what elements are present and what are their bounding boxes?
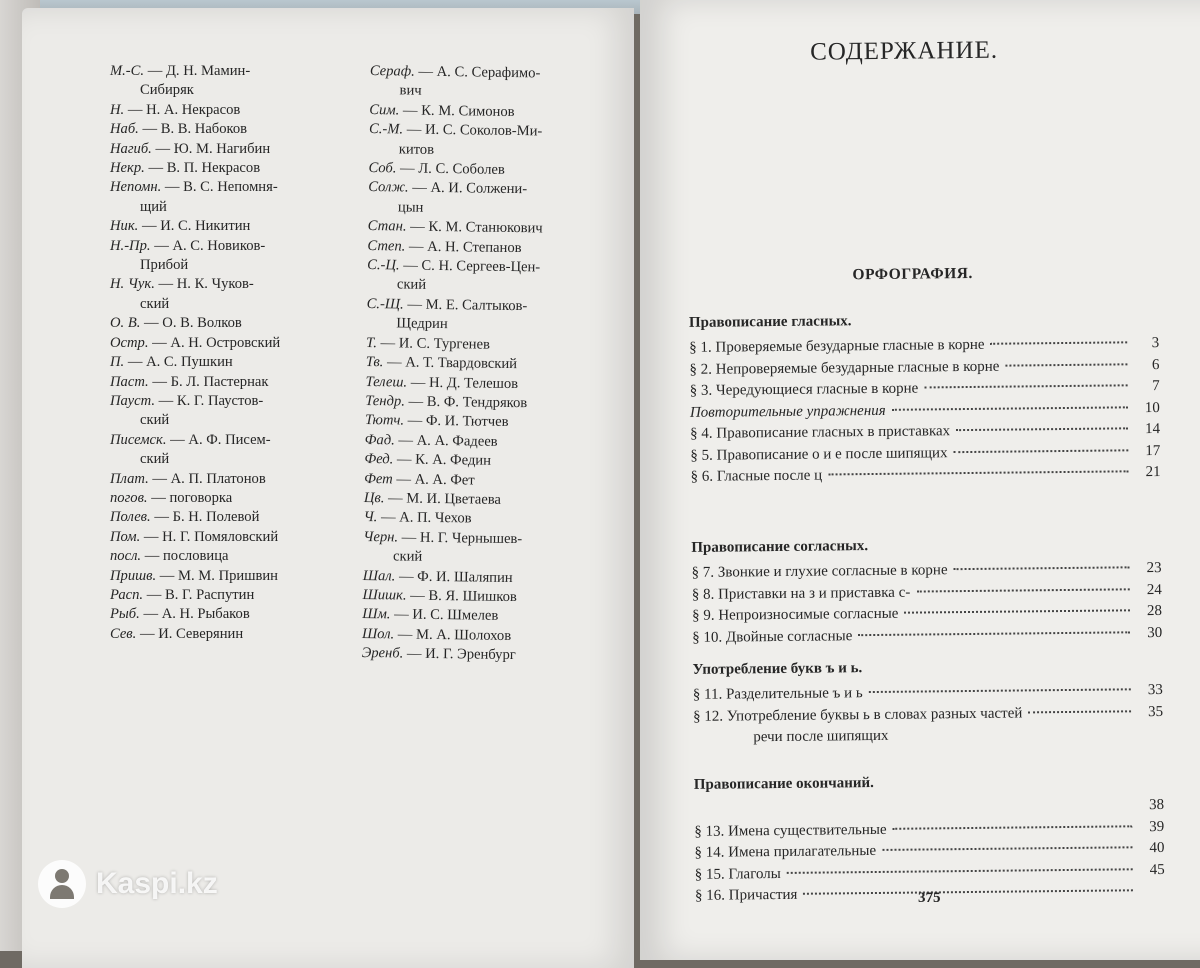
abbreviation: Рыб. xyxy=(110,606,140,622)
abbreviation-expansion: — М. Е. Салтыков- xyxy=(404,296,528,314)
abbreviation-expansion: — А. Н. Степанов xyxy=(405,238,521,256)
abbreviation-continuation-text: ский xyxy=(367,276,426,293)
toc-leader-dots xyxy=(828,470,1128,475)
abbreviation-expansion: — А. П. Чехов xyxy=(377,509,471,526)
abbreviation-expansion: — Д. Н. Мамин- xyxy=(144,63,250,79)
toc-page-number: 23 xyxy=(1135,558,1161,580)
abbreviation-expansion: — В. В. Набоков xyxy=(139,121,247,137)
abbreviation: Сераф. xyxy=(370,63,415,80)
abbreviation-continuation-text: ский xyxy=(363,548,422,565)
toc-title: СОДЕРЖАНИЕ. xyxy=(810,37,998,67)
abbreviation: Ник. xyxy=(110,218,138,234)
section-heading: Правописание согласных. xyxy=(691,535,1161,557)
abbreviation-continuation-text: ский xyxy=(110,412,169,428)
toc-page-number: 14 xyxy=(1134,419,1160,441)
toc-page-number: 40 xyxy=(1138,838,1164,860)
abbreviation-continuation-text: ский xyxy=(110,451,169,467)
abbreviation-entry xyxy=(110,528,355,547)
abbreviation-continuation-text: китов xyxy=(369,141,434,158)
abbreviation-expansion: — В. П. Некрасов xyxy=(145,160,260,176)
abbreviation: Некр. xyxy=(110,160,145,176)
abbreviation-expansion: — А. С. Новиков- xyxy=(151,238,266,254)
abbreviation-expansion: — А. П. Платонов xyxy=(149,471,266,487)
abbreviation: П. xyxy=(110,354,124,370)
abbreviation-expansion: — С. Н. Сергеев-Цен- xyxy=(399,257,540,275)
abbreviation: Степ. xyxy=(367,238,405,255)
abbreviation: Ч. xyxy=(364,509,378,525)
abbreviation-expansion: — А. Т. Твардовский xyxy=(383,354,517,372)
abbreviation-continuation-text: Прибой xyxy=(110,257,188,273)
abbreviation-expansion: — К. М. Симонов xyxy=(399,102,514,120)
abbreviation-expansion: — пословица xyxy=(141,548,228,564)
abbreviation-entry xyxy=(110,178,355,197)
abbreviation-expansion: — В. Ф. Тендряков xyxy=(405,393,528,411)
abbreviation-entry xyxy=(110,353,355,372)
toc-entry-text: § 5. Правописание о и е после шипящих xyxy=(690,443,947,467)
abbreviation: Тендр. xyxy=(365,393,405,410)
abbreviation-entry xyxy=(110,431,355,450)
abbreviation: Расп. xyxy=(110,587,143,603)
abbreviation-entry xyxy=(362,644,602,667)
abbreviation-entry xyxy=(110,314,355,333)
abbreviation: Полев. xyxy=(110,509,151,525)
abbreviation-entry xyxy=(110,567,355,586)
toc-entry-text: речи после шипящих xyxy=(693,726,888,750)
abbreviation-continuation xyxy=(110,295,355,314)
toc-entry-text: § 2. Непроверяемые безударные гласные в корне xyxy=(689,356,999,381)
toc-leader-dots xyxy=(803,889,1133,894)
abbreviation: С.-Щ. xyxy=(367,296,404,313)
abbreviation-expansion: — В. Я. Шишков xyxy=(406,588,516,606)
abbreviation: посл. xyxy=(110,548,141,564)
toc-leader-dots xyxy=(956,427,1128,431)
abbreviation-entry xyxy=(364,450,604,473)
abbreviation: Н. Чук. xyxy=(110,276,155,292)
abbreviations-column-b xyxy=(362,62,610,667)
abbreviation-continuation xyxy=(110,256,355,275)
abbreviation-expansion: — А. А. Фадеев xyxy=(395,432,498,449)
toc-page-number: 45 xyxy=(1139,859,1165,881)
abbreviation-expansion: — Н. Г. Чернышев- xyxy=(398,529,522,547)
abbreviation: Цв. xyxy=(364,490,385,506)
toc-entry-text: § 4. Правописание гласных в приставках xyxy=(690,421,950,445)
abbreviation: Соб. xyxy=(368,160,396,176)
toc-section xyxy=(691,535,1162,649)
toc-leader-dots xyxy=(893,825,1133,830)
abbreviation-expansion: — М. И. Цветаева xyxy=(384,490,501,508)
abbreviation-expansion: — Ю. М. Нагибин xyxy=(152,141,270,157)
abbreviations-column-a xyxy=(110,62,355,644)
abbreviation-expansion: — И. Г. Эренбург xyxy=(403,646,516,664)
abbreviation-entry xyxy=(110,392,355,411)
abbreviation-entry xyxy=(110,140,355,159)
toc-entry-text: § 8. Приставки на з и приставка с- xyxy=(692,582,911,606)
abbreviation: Телеш. xyxy=(365,373,407,390)
abbreviation-expansion: — Ф. И. Тютчев xyxy=(404,413,509,430)
toc-entry-text: § 16. Причастия xyxy=(695,885,798,908)
toc-leader-dots xyxy=(869,688,1131,693)
abbreviation-expansion: — А. И. Солжени- xyxy=(408,180,527,198)
abbreviation: Фет xyxy=(364,470,393,486)
abbreviation-entry xyxy=(110,508,355,527)
abbreviation: О. В. xyxy=(110,315,140,331)
toc-leader-dots xyxy=(954,566,1130,570)
abbreviation-entry xyxy=(110,547,355,566)
abbreviation-entry xyxy=(110,586,355,605)
watermark xyxy=(38,860,218,908)
abbreviation: Фед. xyxy=(364,451,393,467)
abbreviation: Непомн. xyxy=(110,179,161,195)
abbreviation: Шишк. xyxy=(362,587,406,604)
toc-leader-dots xyxy=(882,846,1132,851)
kaspi-logo-icon xyxy=(38,860,86,908)
abbreviation-expansion: — А. А. Фет xyxy=(393,471,475,488)
toc-leader-dots xyxy=(916,588,1129,592)
toc-entry-text: § 11. Разделительные ъ и ь xyxy=(693,683,863,706)
abbreviation-expansion: — И. С. Шмелев xyxy=(390,607,498,625)
toc-entry-text: § 15. Глаголы xyxy=(695,863,781,885)
toc-entry-text: § 14. Имена прилагательные xyxy=(694,841,876,864)
abbreviation: Шм. xyxy=(362,606,390,622)
abbreviation: Сев. xyxy=(110,626,136,642)
abbreviation: С.-М. xyxy=(369,121,403,137)
abbreviation: М.-С. xyxy=(110,63,144,79)
abbreviation-expansion: — А. Н. Рыбаков xyxy=(140,606,250,622)
abbreviation-expansion: — Н. К. Чуков- xyxy=(155,276,254,292)
watermark-text: Kaspi.kz xyxy=(96,867,218,901)
toc-page-number: 28 xyxy=(1136,601,1162,623)
toc-entry-text: Повторительные упражнения xyxy=(690,400,886,424)
abbreviation: Пауст. xyxy=(110,393,155,409)
abbreviation-continuation xyxy=(363,547,603,570)
abbreviation-continuation-text: Сибиряк xyxy=(110,82,194,98)
abbreviation-expansion: — О. В. Волков xyxy=(140,315,241,331)
abbreviation-expansion: — Н. Г. Помяловский xyxy=(140,529,278,545)
toc-leader-dots xyxy=(904,609,1130,613)
abbreviation-expansion: — Н. А. Некрасов xyxy=(124,102,240,118)
abbreviation-continuation-text: цын xyxy=(368,199,424,216)
abbreviation: Шол. xyxy=(362,626,394,642)
toc-entry-text: § 6. Гласные после ц xyxy=(690,466,822,489)
abbreviation-expansion: — Б. Л. Пастернак xyxy=(149,374,269,390)
abbreviation-expansion: — Б. Н. Полевой xyxy=(151,509,260,525)
abbreviation: Черн. xyxy=(363,529,398,545)
toc-leader-dots xyxy=(954,449,1129,453)
abbreviation-entry xyxy=(110,275,355,294)
abbreviation-entry xyxy=(110,101,355,120)
abbreviation-entry xyxy=(110,120,355,139)
abbreviation: Плат. xyxy=(110,471,149,487)
abbreviation: Пом. xyxy=(110,529,140,545)
toc-leader-dots xyxy=(787,868,1133,874)
abbreviation-expansion: — А. С. Серафимо- xyxy=(415,64,541,82)
toc-section xyxy=(689,310,1161,488)
abbreviation: Стан. xyxy=(368,218,407,235)
toc-entry-text: § 7. Звонкие и глухие согласные в корне xyxy=(691,560,947,584)
abbreviation-expansion: — В. С. Непомня- xyxy=(161,179,277,195)
abbreviation-entry xyxy=(110,470,355,489)
abbreviation-expansion: — А. Н. Островский xyxy=(149,335,281,351)
section-heading: Правописание окончаний. xyxy=(694,772,1164,794)
abbreviation: Наб. xyxy=(110,121,139,137)
toc-leader-dots xyxy=(1028,710,1131,713)
toc-page-number: 3 xyxy=(1133,333,1159,355)
toc-page-number: 30 xyxy=(1136,622,1162,644)
abbreviation-expansion: — Н. Д. Телешов xyxy=(407,374,518,392)
page-number: 375 xyxy=(918,890,941,907)
section-heading: Употребление букв ъ и ь. xyxy=(693,657,1163,679)
abbreviation-entry xyxy=(110,159,355,178)
abbreviation-expansion: — И. С. Тургенев xyxy=(377,335,490,353)
abbreviation: Тютч. xyxy=(365,412,404,429)
toc-leader-dots xyxy=(892,406,1128,410)
toc-entry-text: § 3. Чередующиеся гласные в корне xyxy=(690,379,919,403)
toc-page-number: 35 xyxy=(1137,701,1163,723)
toc-entry-text: § 13. Имена существительные xyxy=(694,819,887,843)
toc-leader-dots xyxy=(1005,363,1127,366)
abbreviation-expansion: — В. Г. Распутин xyxy=(143,587,254,603)
toc-entry-text: § 9. Непроизносимые согласные xyxy=(692,604,899,628)
toc-entry-text: § 12. Употребление буквы ь в словах разных частей xyxy=(693,703,1023,728)
abbreviation: Пришв. xyxy=(110,568,156,584)
abbreviation-continuation-text: щий xyxy=(110,199,167,215)
abbreviation-expansion: — М. А. Шолохов xyxy=(394,626,511,644)
toc-page-number: 33 xyxy=(1137,680,1163,702)
abbreviation: Солж. xyxy=(368,179,409,196)
abbreviation-expansion: — Л. С. Соболев xyxy=(396,160,505,178)
abbreviation-expansion: — И. С. Соколов-Ми- xyxy=(403,122,542,140)
abbreviation: погов. xyxy=(110,490,148,506)
abbreviation: Сим. xyxy=(369,102,399,118)
toc-page-number: 6 xyxy=(1133,354,1159,376)
abbreviation-entry xyxy=(110,334,355,353)
toc-page-number: 39 xyxy=(1138,816,1164,838)
abbreviation: Шал. xyxy=(363,568,396,584)
abbreviation: Н.-Пр. xyxy=(110,238,151,254)
toc-page-number: 38 xyxy=(1138,795,1164,817)
abbreviation-expansion: — К. Г. Паустов- xyxy=(155,393,263,409)
toc-entry-text: § 1. Проверяемые безударные гласные в корне xyxy=(689,335,984,360)
abbreviation: Паст. xyxy=(110,374,149,390)
abbreviation-expansion: — Ф. И. Шаляпин xyxy=(395,568,513,586)
part-title: ОРФОГРАФИЯ. xyxy=(852,265,973,284)
abbreviation-expansion: — И. С. Никитин xyxy=(138,218,250,234)
toc-leader-dots xyxy=(858,631,1130,636)
toc-page-number: 10 xyxy=(1134,397,1160,419)
abbreviation-entry xyxy=(110,373,355,392)
abbreviation-continuation xyxy=(110,411,355,430)
abbreviation-expansion: — К. А. Федин xyxy=(393,451,491,468)
section-heading: Правописание гласных. xyxy=(689,310,1159,332)
abbreviation: Т. xyxy=(366,335,377,351)
toc-page-number: 7 xyxy=(1134,376,1160,398)
abbreviation-entry xyxy=(110,237,355,256)
abbreviation-entry xyxy=(110,62,355,81)
toc-leader-dots xyxy=(924,384,1127,388)
abbreviation-entry xyxy=(110,625,355,644)
abbreviation: Остр. xyxy=(110,335,149,351)
abbreviation-continuation xyxy=(110,198,355,217)
abbreviation-expansion: — А. Ф. Писем- xyxy=(167,432,271,448)
abbreviation-expansion: — И. Северянин xyxy=(136,626,243,642)
abbreviation-entry xyxy=(110,605,355,624)
abbreviation-continuation-text: ский xyxy=(110,296,169,312)
abbreviation: Тв. xyxy=(366,354,384,370)
abbreviation-expansion: — А. С. Пушкин xyxy=(124,354,233,370)
abbreviation: Писемск. xyxy=(110,432,167,448)
toc-page-number: 21 xyxy=(1134,462,1160,484)
toc-section xyxy=(694,772,1165,907)
abbreviation-continuation xyxy=(110,81,355,100)
toc-page-number: 17 xyxy=(1134,440,1160,462)
abbreviation-continuation-text: Щедрин xyxy=(366,315,448,332)
toc-section xyxy=(693,657,1164,749)
abbreviation-entry xyxy=(366,353,606,376)
toc-leader-dots xyxy=(990,341,1127,344)
abbreviation: Фад. xyxy=(365,432,395,448)
abbreviation: Нагиб. xyxy=(110,141,152,157)
abbreviation: Эренб. xyxy=(362,645,404,662)
abbreviation-expansion: — К. М. Станюкович xyxy=(406,219,542,237)
abbreviation-expansion: — поговорка xyxy=(148,490,233,506)
abbreviation-continuation xyxy=(110,450,355,469)
toc-entry-text: § 10. Двойные согласные xyxy=(692,626,852,649)
abbreviation-continuation-text: вич xyxy=(369,82,421,99)
abbreviation-expansion: — М. М. Пришвин xyxy=(156,568,278,584)
abbreviation: Н. xyxy=(110,102,124,118)
toc-page-number: 24 xyxy=(1136,579,1162,601)
abbreviation: С.-Ц. xyxy=(367,257,400,273)
abbreviation-entry xyxy=(110,217,355,236)
abbreviation-entry xyxy=(110,489,355,508)
